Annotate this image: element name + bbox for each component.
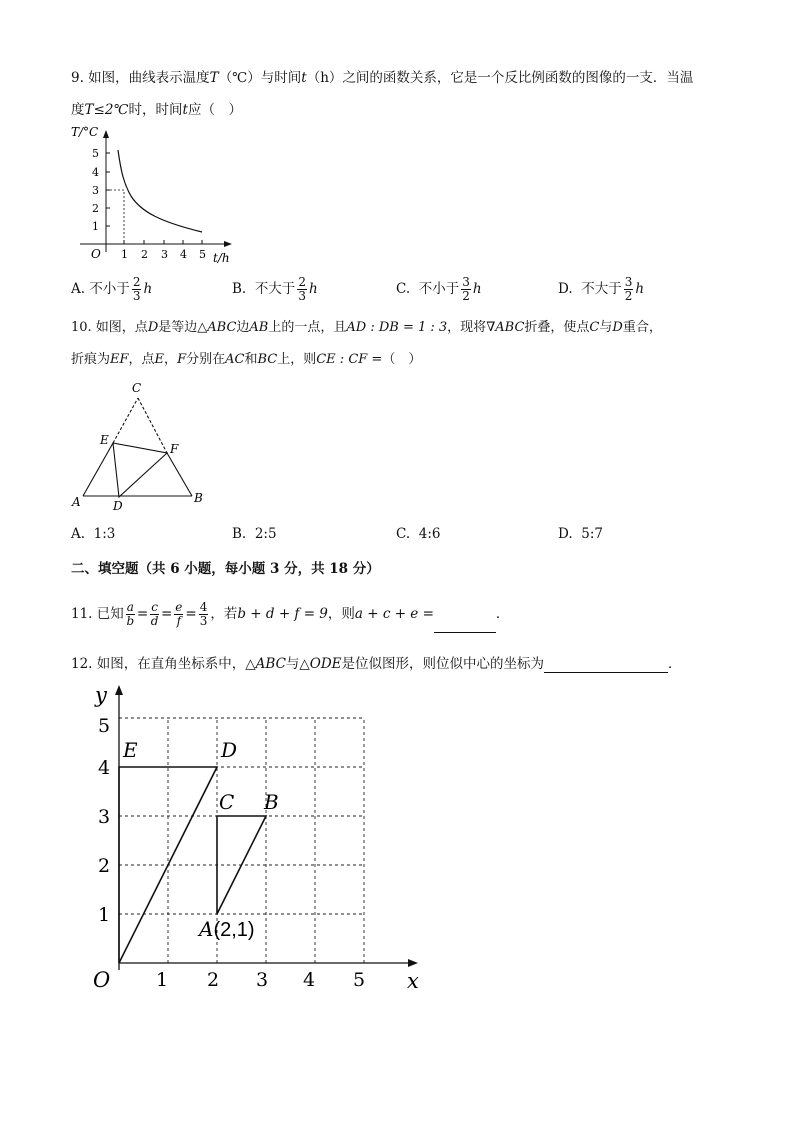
svg-text:1: 1: [98, 904, 111, 926]
svg-text:4: 4: [180, 248, 187, 261]
svg-text:2: 2: [141, 248, 148, 261]
q12-label-A: A(2,1): [199, 917, 255, 941]
q9-x-arrow: [224, 241, 232, 247]
q9-graph: [66, 122, 241, 268]
q12-x-label: x: [407, 969, 419, 993]
q10-dashed-CF: [138, 398, 167, 453]
svg-text:1: 1: [121, 248, 128, 261]
q10-label-F: F: [170, 442, 179, 456]
q9-y-axis-label: T/°C: [71, 125, 99, 139]
q9-origin: O: [91, 247, 101, 261]
q9-x-axis-label: t/h: [213, 251, 230, 265]
q9-dashed-guide: [106, 190, 124, 244]
q10-label-D: D: [113, 499, 123, 513]
q10-option-d[interactable]: D. 5:7: [558, 526, 603, 542]
q9-option-d[interactable]: D. 不大于 $\frac{3}{2}$ h: [558, 275, 645, 303]
svg-text:4: 4: [92, 166, 99, 179]
q10-options: [71, 526, 721, 546]
q12-label-B: B: [264, 790, 279, 814]
q10-line2: 折痕为EF，点E，F分别在AC和BC上，则CE : CF =（ ）: [71, 352, 422, 367]
q10-label-C: C: [132, 381, 142, 395]
q12-origin: O: [93, 968, 111, 992]
q10-option-a[interactable]: A. 1:3: [71, 526, 116, 542]
q12-label-C: C: [219, 790, 235, 814]
svg-text:4: 4: [303, 969, 316, 991]
q9-curve: [118, 150, 202, 232]
q12-label-E: E: [123, 738, 138, 762]
q10-option-b[interactable]: B. 2:5: [232, 526, 277, 542]
q10-side-BF: [167, 453, 192, 496]
q10-option-c[interactable]: C. 4:6: [396, 526, 441, 542]
svg-text:5: 5: [353, 969, 366, 991]
svg-text:1: 1: [156, 969, 169, 991]
q12-y-ticks: [98, 715, 110, 926]
q11-line: 11. 已知 $\frac{a}{b}$ = $\frac{c}{d}$ = $\frac{e}{f}$ = $\frac{4}{3}$ ，若b + d + f = 9，则a + c + e = ．: [71, 596, 509, 632]
q9-x-ticks: [121, 240, 206, 261]
q9-options: [71, 276, 721, 310]
q9-option-a[interactable]: A. 不小于 $\frac{2}{3}$ h: [71, 275, 153, 303]
svg-text:1: 1: [92, 220, 99, 233]
q10-label-B: B: [194, 491, 203, 505]
q12-graph: [80, 680, 430, 995]
q9-line2: 度T≤2℃时，时间t应（ ）: [71, 102, 242, 118]
q10-line1: 10. 如图，点D是等边△ABC边AB上的一点，且AD : DB = 1 : 3，现将∇ABC折叠，使点C与D重合，: [71, 320, 662, 335]
q12-answer-blank[interactable]: [544, 656, 668, 673]
svg-text:4: 4: [98, 757, 111, 779]
svg-text:3: 3: [92, 184, 99, 197]
q12-x-arrow: [408, 959, 418, 967]
svg-text:5: 5: [199, 248, 206, 261]
q10-label-A: A: [72, 495, 81, 509]
q9-line1: 9. 如图，曲线表示温度T（℃）与时间t（h）之间的函数关系，它是一个反比例函数的图像的一支．当温: [71, 70, 694, 86]
q10-folded-triangle: [113, 443, 167, 497]
svg-text:2: 2: [98, 855, 111, 877]
q9-option-b[interactable]: B. 不大于 $\frac{2}{3}$ h: [232, 275, 318, 303]
q10-figure: [66, 376, 216, 514]
svg-text:2: 2: [92, 202, 99, 215]
q12-y-label: y: [95, 683, 107, 707]
svg-text:3: 3: [161, 248, 168, 261]
q10-label-E: E: [100, 433, 109, 447]
q10-dashed-CE: [113, 398, 138, 443]
q12-label-D: D: [221, 738, 238, 762]
svg-text:5: 5: [98, 715, 111, 737]
q12-x-ticks: [156, 969, 365, 991]
q9-y-arrow: [103, 130, 109, 138]
svg-text:3: 3: [256, 969, 269, 991]
q11-answer-blank[interactable]: [434, 596, 496, 633]
svg-text:2: 2: [207, 969, 220, 991]
q12-line: 12. 如图，在直角坐标系中，△ABC与△ODE是位似图形，则位似中心的坐标为 ．: [71, 656, 682, 672]
svg-text:3: 3: [98, 806, 111, 828]
q12-y-arrow: [115, 685, 123, 695]
q10-side-AE: [83, 443, 113, 496]
svg-text:5: 5: [92, 147, 99, 160]
q9-option-c[interactable]: C. 不小于 $\frac{3}{2}$ h: [396, 275, 482, 303]
section-heading: 二、填空题（共 6 小题，每小题 3 分，共 18 分）: [71, 561, 380, 577]
